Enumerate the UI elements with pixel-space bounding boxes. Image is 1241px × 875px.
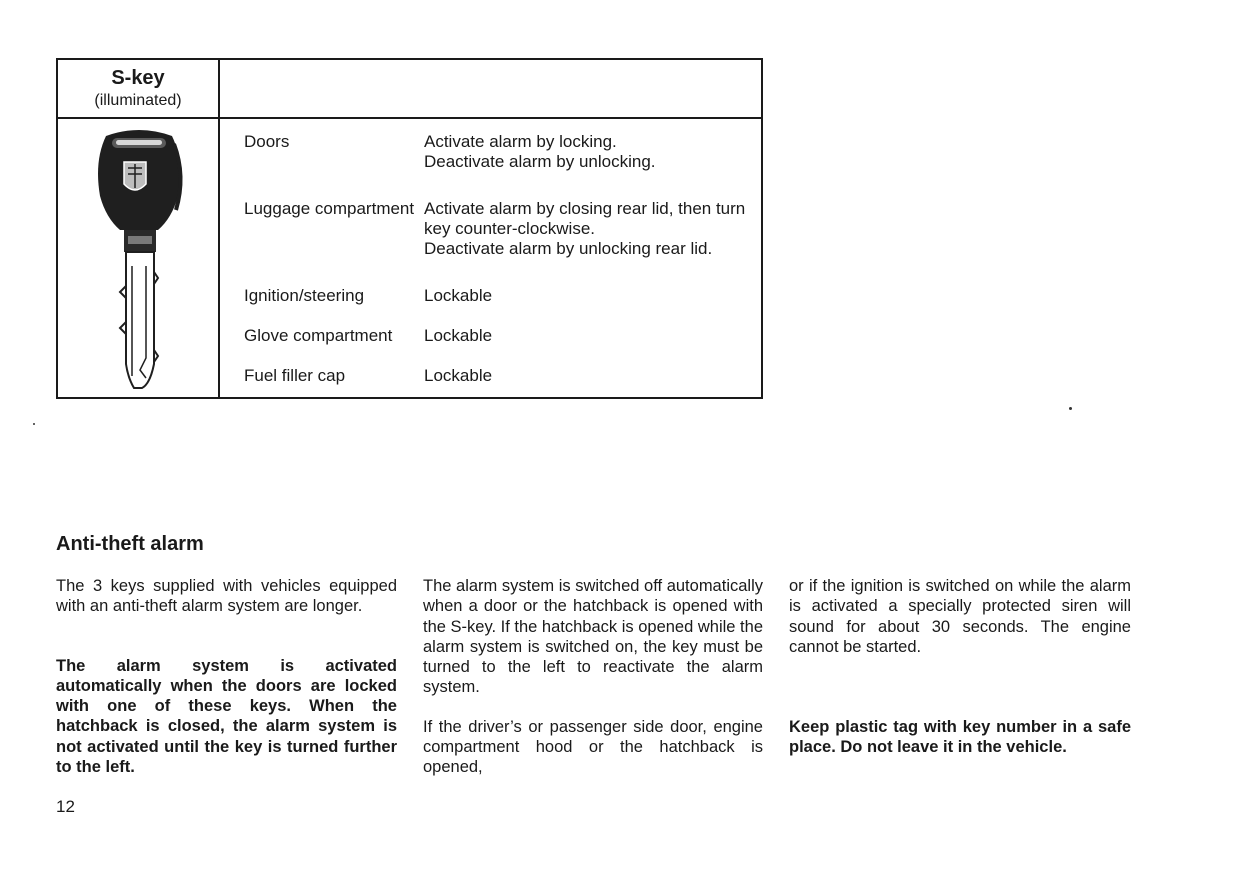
key-table-title: S-key xyxy=(111,67,165,89)
row-desc-line: Lockable xyxy=(424,366,493,385)
paragraph: If the driver’s or passenger side door, engine compartment hood or the hatchback is opened, xyxy=(423,717,763,777)
bold-paragraph: The alarm system is activated automatically when the doors are locked with one of these keys. When the hatchback is closed, the alarm system is not activated until the key is turned further to the left. xyxy=(56,656,397,777)
paragraph: or if the ignition is switched on while the alarm is activated a specially protected siren will sound for about 30 seconds. The engine cannot be started. xyxy=(789,577,1131,656)
section-title: Anti-theft alarm xyxy=(56,533,204,555)
row-desc-line: Deactivate alarm by unlocking. xyxy=(424,152,656,171)
paragraph: The alarm system is switched off automatically when a door or the hatchback is opened with the S-key. If the hatchback is opened while the alarm system is switched on, the key must be turned to the left to reactivate the alarm system. xyxy=(423,577,763,697)
table-header-divider xyxy=(58,117,761,119)
row-label-ignition-steering: Ignition/steering xyxy=(244,286,365,305)
row-desc-fuel-filler-cap xyxy=(424,366,492,386)
row-label-fuel-filler-cap: Fuel filler cap xyxy=(244,366,346,385)
row-desc-doors xyxy=(424,132,656,172)
page-number: 12 xyxy=(56,797,75,816)
row-desc-line: Lockable xyxy=(424,326,493,345)
row-label-doors: Doors xyxy=(244,132,290,151)
row-label-luggage-compartment: Luggage compartment xyxy=(244,199,415,218)
text-column-3 xyxy=(789,576,1131,758)
key-table xyxy=(56,58,763,399)
text-column-1 xyxy=(56,576,397,777)
key-table-subtitle: (illuminated) xyxy=(94,92,182,109)
row-desc-line: Deactivate alarm by unlocking rear lid. xyxy=(424,239,713,258)
row-desc-line: key counter-clockwise. xyxy=(424,219,596,238)
scan-speck xyxy=(33,423,35,425)
row-desc-ignition-steering xyxy=(424,286,492,306)
row-desc-line: Activate alarm by closing rear lid, then turn xyxy=(424,199,746,218)
scan-speck xyxy=(1069,407,1072,410)
row-label-glove-compartment: Glove compartment xyxy=(244,326,393,345)
paragraph: The 3 keys supplied with vehicles equipped with an anti-theft alarm system are longer. xyxy=(56,577,397,616)
text-column-2 xyxy=(423,576,763,778)
row-desc-line: Lockable xyxy=(424,286,493,305)
bold-paragraph: Keep plastic tag with key number in a safe place. Do not leave it in the vehicle. xyxy=(789,718,1131,757)
table-column-divider xyxy=(218,60,220,397)
s-key-icon xyxy=(84,126,194,394)
row-desc-luggage-compartment xyxy=(424,199,745,259)
row-desc-line: Activate alarm by locking. xyxy=(424,132,617,151)
row-desc-glove-compartment xyxy=(424,326,492,346)
